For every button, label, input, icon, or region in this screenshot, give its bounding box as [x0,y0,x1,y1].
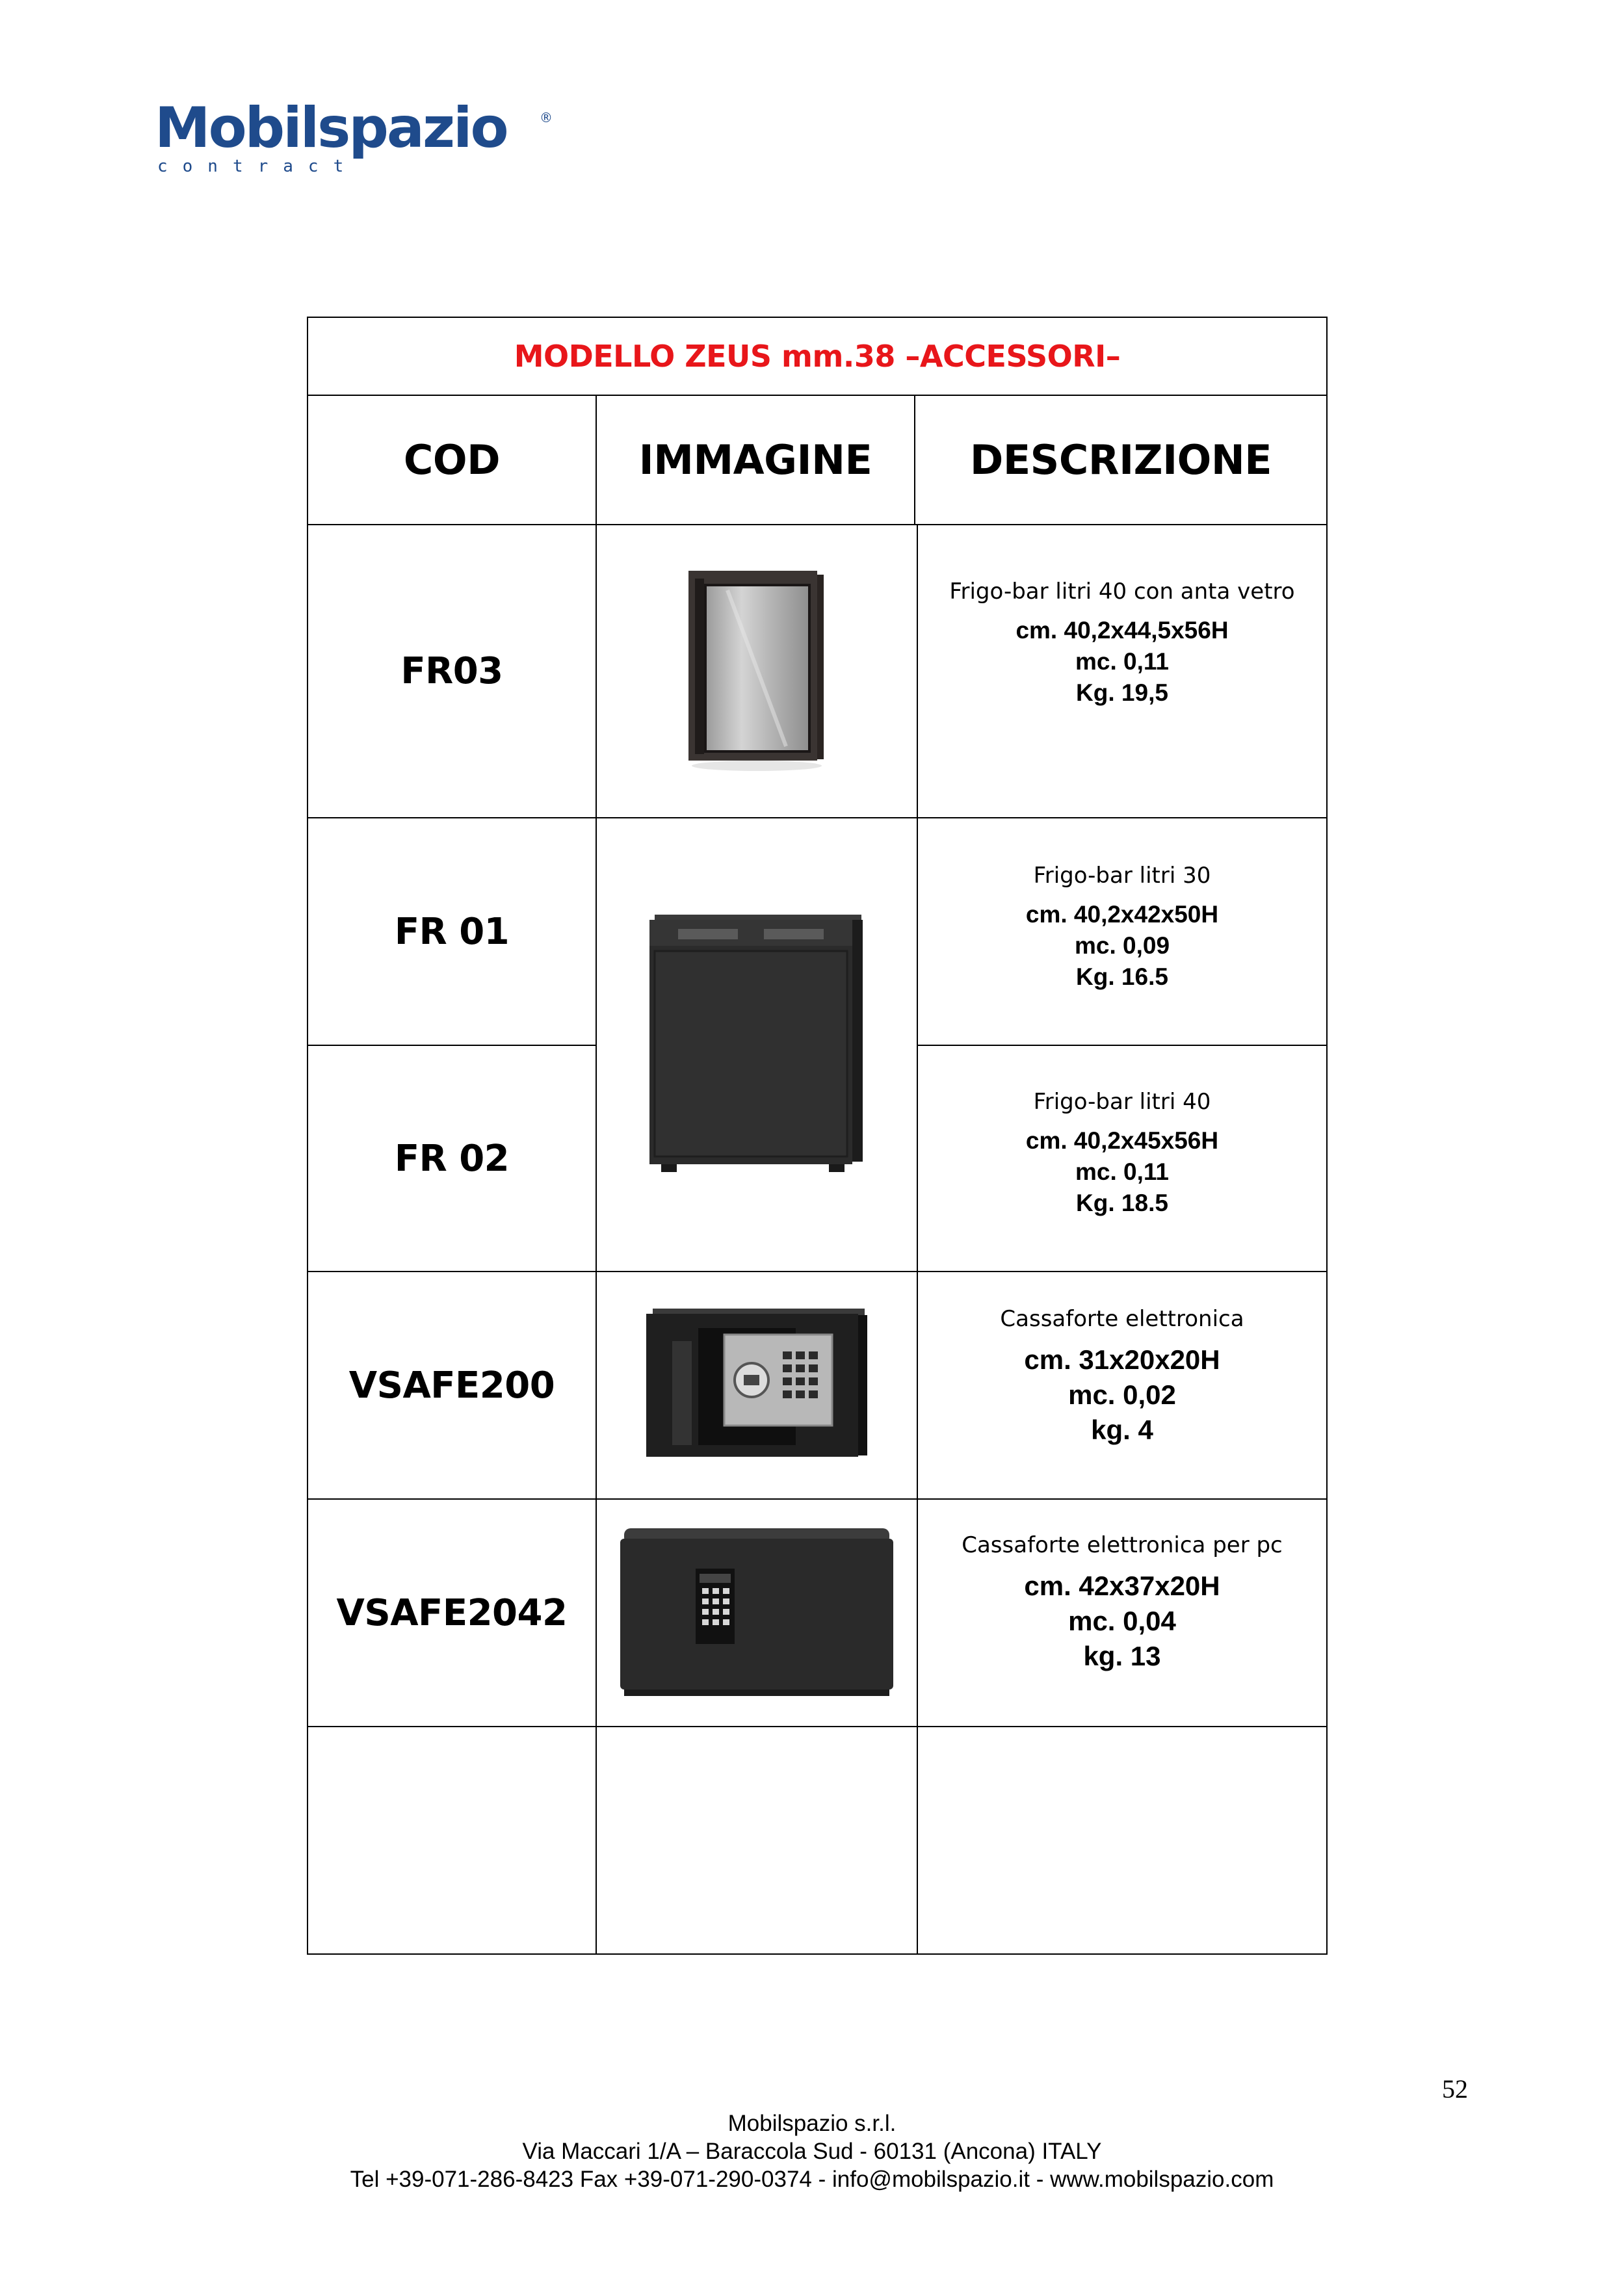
glass-door-minibar-image [688,571,825,772]
description-title: Cassaforte elettronica per pc [962,1532,1283,1558]
accessories-table [307,317,1328,1955]
description-title: Frigo-bar litri 40 [1033,1089,1211,1115]
description-volume: mc. 0,09 [1074,932,1170,959]
column-header-descrizione: DESCRIZIONE [969,436,1272,484]
description-volume: mc. 0,04 [1068,1606,1176,1636]
description-weight: Kg. 18.5 [1076,1190,1168,1216]
product-code: VSAFE200 [348,1364,555,1407]
page-number: 52 [1442,2074,1468,2104]
footer-address: Via Maccari 1/A – Baraccola Sud - 60131 (Ancona) ITALY [522,2139,1102,2164]
description-weight: kg. 4 [1091,1415,1153,1445]
empty-cell [597,1727,917,1953]
description-title: Frigo-bar litri 40 con anta vetro [949,579,1295,605]
column-header-cod: COD [403,436,501,484]
logo-wordmark: Mobilspazio [155,96,507,161]
description-dimensions: cm. 40,2x45x56H [1025,1127,1219,1154]
logo-tagline: contract [157,157,359,174]
product-code: FR 02 [394,1137,510,1180]
product-image-cell [597,1272,917,1498]
laptop-safe-image [620,1528,893,1697]
product-description [918,1500,1326,1726]
description-volume: mc. 0,11 [1075,648,1169,675]
description-dimensions: cm. 40,2x42x50H [1025,901,1219,928]
footer-company: Mobilspazio s.r.l. [727,2111,897,2136]
product-description [918,1046,1326,1271]
product-description [918,818,1326,1045]
logo-registered-mark: ® [540,110,553,125]
description-dimensions: cm. 42x37x20H [1024,1571,1220,1601]
description-title: Cassaforte elettronica [1000,1306,1244,1332]
product-code: FR03 [400,650,503,692]
product-image-cell [597,525,917,817]
description-dimensions: cm. 40,2x44,5x56H [1015,617,1229,644]
product-description [918,525,1326,817]
description-volume: mc. 0,11 [1075,1158,1169,1185]
table-title: MODELLO ZEUS mm.38 –ACCESSORI– [514,339,1121,374]
product-code: FR 01 [394,910,510,953]
description-title: Frigo-bar litri 30 [1033,863,1211,889]
empty-cell [918,1727,1326,1953]
product-code: VSAFE2042 [336,1591,568,1634]
logo-graphic [155,96,558,174]
product-image-cell [597,818,917,1271]
product-image-cell [597,1500,917,1726]
brand-logo [155,96,558,174]
description-weight: kg. 13 [1083,1641,1161,1671]
description-weight: Kg. 19,5 [1076,679,1168,706]
description-weight: Kg. 16.5 [1076,963,1168,990]
empty-cell [308,1727,596,1953]
description-volume: mc. 0,02 [1068,1379,1176,1410]
column-header-immagine: IMMAGINE [638,436,872,484]
page-footer [0,2109,1624,2193]
minibar-image [649,915,864,1175]
description-dimensions: cm. 31x20x20H [1024,1344,1220,1375]
product-description [918,1272,1326,1498]
footer-contacts: Tel +39-071-286-8423 Fax +39-071-290-0374 - info@mobilspazio.it - www.mobilspazio.com [350,2167,1274,2192]
electronic-safe-image [646,1309,867,1462]
